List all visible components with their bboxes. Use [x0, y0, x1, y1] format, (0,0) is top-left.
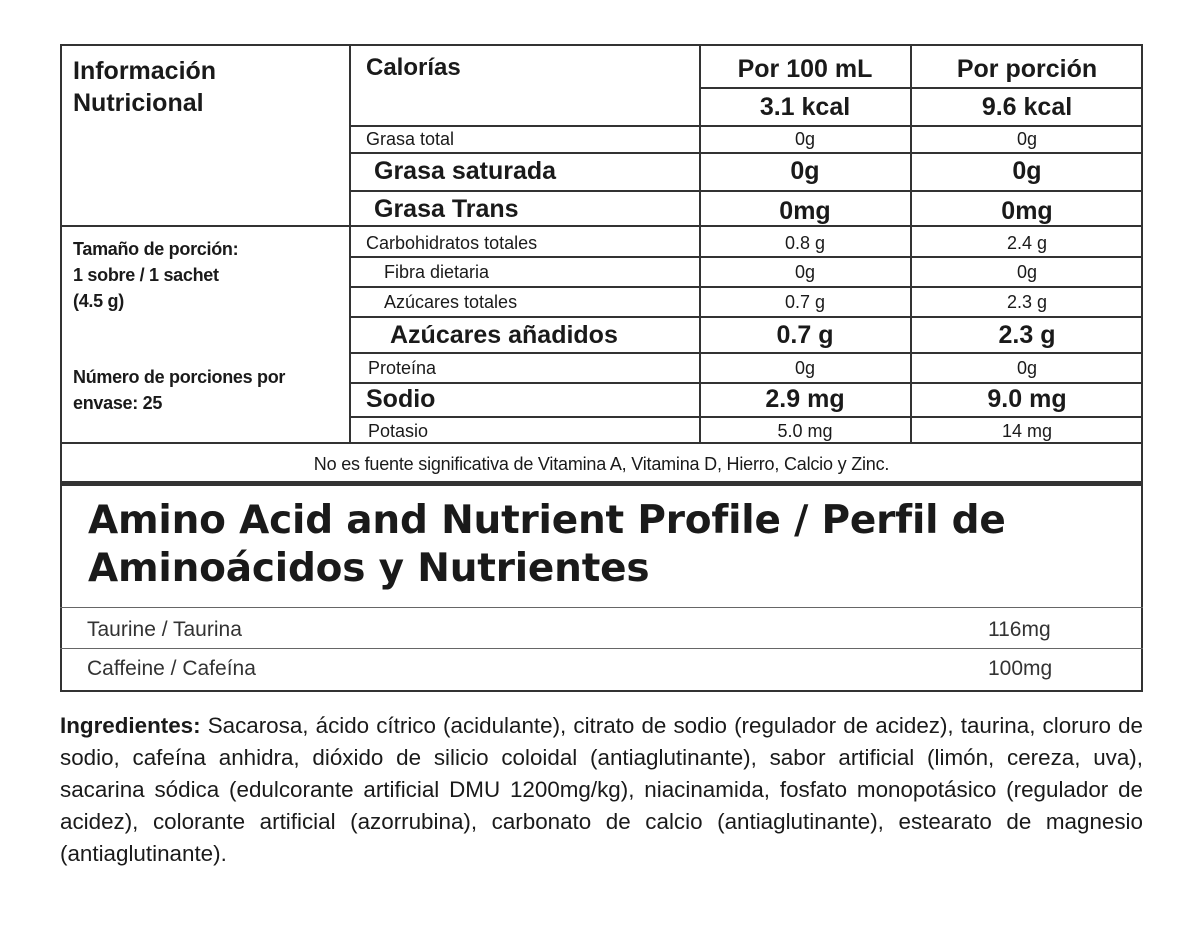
- calories-label: Calorías: [366, 54, 461, 81]
- divider-row-6: [350, 286, 1143, 288]
- row-label-grasa-total: Grasa total: [366, 129, 455, 149]
- divider-row-2: [350, 152, 1143, 154]
- ingredients-paragraph: [60, 710, 1143, 870]
- ingredients-text: Sacarosa, ácido cítrico (acidulante), citrato de sodio (regulador de acidez), taurina, cloruro de sodio, cafeína anhidra, dióxido de silicio coloidal (antiaglutinante), sabor artificial (limón, cereza, uva), sacarina sódica (edulcorante artificial DMU 1200mg/kg), niacinamida, fosfato monopotásico (regulador de acidez), colorante artificial (azorrubina), carbonato de calcio (antiaglutinante), estearato de magnesio (antiaglutinante).: [60, 713, 1143, 866]
- row-value1-grasa-trans: 0mg: [779, 197, 831, 225]
- amino-item-caffeine-name: Caffeine / Cafeína: [87, 657, 256, 680]
- amino-item-taurine-name: Taurine / Taurina: [87, 618, 242, 641]
- row-label-azucares-totales: Azúcares totales: [384, 292, 518, 312]
- serving-size-weight: (4.5 g): [73, 291, 124, 311]
- row-label-potasio: Potasio: [368, 421, 429, 441]
- divider-thick: [60, 481, 1143, 486]
- servings-per-container-value: envase: 25: [73, 393, 163, 413]
- row-value2-azucares-totales: 2.3 g: [1006, 292, 1048, 312]
- row-value1-grasa-saturada: 0g: [790, 157, 820, 185]
- divider-row-4: [60, 225, 1143, 227]
- col-header-per-100ml: Por 100 mL: [737, 55, 873, 83]
- row-value1-azucares-anadidos: 0.7 g: [776, 321, 834, 349]
- row-value2-carbohidratos: 2.4 g: [1006, 233, 1048, 253]
- row-label-grasa-trans: Grasa Trans: [374, 195, 519, 223]
- divider-table-bottom: [60, 442, 1143, 444]
- divider-header-inner: [700, 87, 1143, 89]
- amino-title-line1: Amino Acid and Nutrient Profile / Perfil de: [88, 498, 1006, 543]
- divider-row-8: [350, 352, 1143, 354]
- row-label-carbohidratos: Carbohidratos totales: [366, 233, 538, 253]
- row-value2-grasa-total: 0g: [1016, 129, 1038, 149]
- row-value2-sodio: 9.0 mg: [987, 385, 1067, 413]
- row-label-sodio: Sodio: [366, 385, 436, 413]
- divider-row-9: [350, 382, 1143, 384]
- row-label-azucares-anadidos: Azúcares añadidos: [390, 321, 618, 349]
- row-value1-azucares-totales: 0.7 g: [784, 292, 826, 312]
- row-value2-fibra: 0g: [1016, 262, 1038, 282]
- kcal-per-100ml: 3.1 kcal: [759, 93, 851, 121]
- divider-amino-1: [60, 607, 1143, 608]
- row-label-proteina: Proteína: [368, 358, 437, 378]
- divider-row-7: [350, 316, 1143, 318]
- amino-item-caffeine-value: 100mg: [988, 657, 1053, 680]
- divider-row-3: [350, 190, 1143, 192]
- servings-per-container-label: Número de porciones por: [73, 367, 286, 387]
- divider-row-10: [350, 416, 1143, 418]
- nutrition-title-line1: Información: [73, 57, 217, 85]
- row-value1-proteina: 0g: [794, 358, 816, 378]
- amino-item-taurine-value: 116mg: [988, 618, 1051, 641]
- row-value1-sodio: 2.9 mg: [765, 385, 845, 413]
- divider-amino-2: [60, 648, 1143, 649]
- row-value2-grasa-saturada: 0g: [1012, 157, 1042, 185]
- row-value1-grasa-total: 0g: [794, 129, 816, 149]
- row-value2-potasio: 14 mg: [1001, 421, 1053, 441]
- row-value2-grasa-trans: 0mg: [1001, 197, 1053, 225]
- amino-title-line2: Aminoácidos y Nutrientes: [88, 546, 650, 591]
- col-header-per-portion: Por porción: [956, 55, 1098, 83]
- ingredients-label: Ingredientes:: [60, 713, 201, 738]
- row-value2-azucares-anadidos: 2.3 g: [998, 321, 1056, 349]
- row-label-fibra: Fibra dietaria: [384, 262, 490, 282]
- row-value1-potasio: 5.0 mg: [777, 421, 833, 441]
- nutrition-title-line2: Nutricional: [73, 89, 204, 117]
- serving-size-value: 1 sobre / 1 sachet: [73, 265, 219, 285]
- row-value1-carbohidratos: 0.8 g: [784, 233, 826, 253]
- serving-size-label: Tamaño de porción:: [73, 239, 239, 259]
- row-value1-fibra: 0g: [794, 262, 816, 282]
- nutrition-footnote: No es fuente significativa de Vitamina A, Vitamina D, Hierro, Calcio y Zinc.: [313, 454, 890, 474]
- row-label-grasa-saturada: Grasa saturada: [374, 157, 557, 185]
- divider-row-5: [350, 256, 1143, 258]
- kcal-per-portion: 9.6 kcal: [981, 93, 1073, 121]
- row-value2-proteina: 0g: [1016, 358, 1038, 378]
- divider-row-1: [350, 125, 1143, 127]
